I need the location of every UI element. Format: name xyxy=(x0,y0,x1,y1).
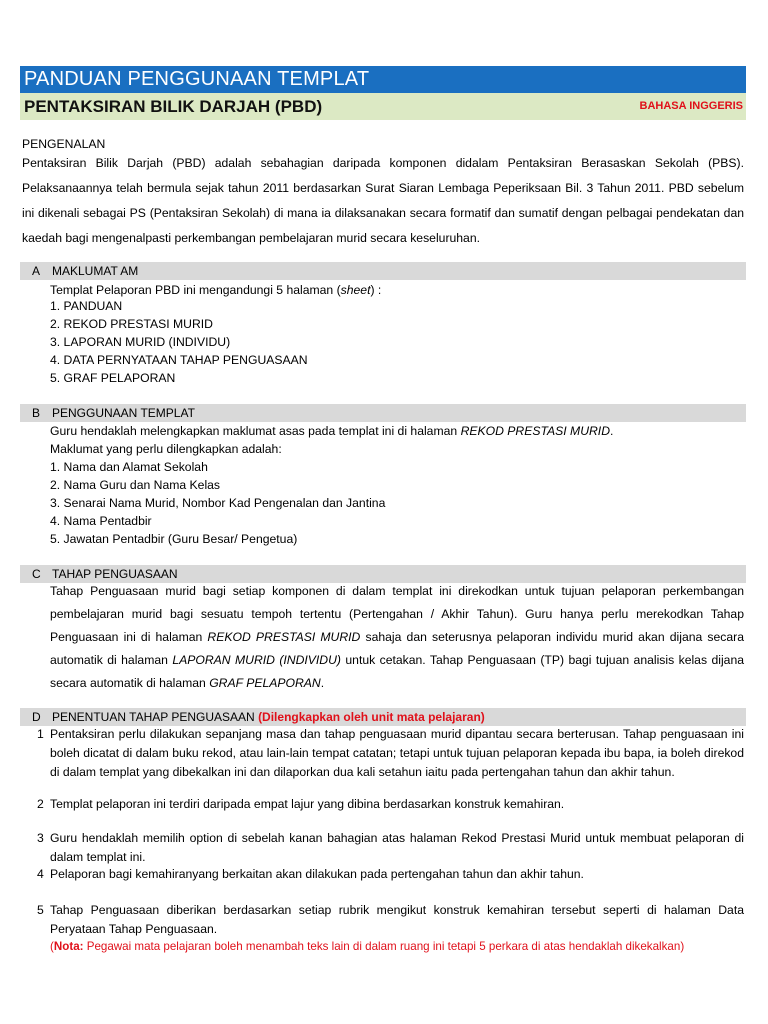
section-title: MAKLUMAT AM xyxy=(52,264,139,278)
list-item: 4. Nama Pentadbir xyxy=(50,514,152,528)
section-title: PENGGUNAAN TEMPLAT xyxy=(52,406,195,420)
intro-heading: PENGENALAN xyxy=(22,137,106,151)
section-a-header xyxy=(20,262,746,280)
list-item: 3. Senarai Nama Murid, Nombor Kad Pengenalan dan Jantina xyxy=(50,496,386,510)
list-item: Guru hendaklah memilih option di sebelah kanan bahagian atas halaman Rekod Prestasi Murid untuk membuat pelaporan di dalam templat ini. xyxy=(50,831,744,864)
item-number: 5 xyxy=(37,903,44,917)
list-item: 1. Nama dan Alamat Sekolah xyxy=(50,460,208,474)
body-emphasis: GRAF PELAPORAN xyxy=(209,676,321,690)
section-note: (Dilengkapkan oleh unit mata pelajaran) xyxy=(258,710,485,724)
note-close: ) xyxy=(680,940,685,953)
list-item: Tahap Penguasaan diberikan berdasarkan setiap rubrik mengikut konstruk kemahiran tersebut seperti di halaman Data Peryataan Tahap Penguasaan. xyxy=(50,903,744,936)
section-title-text: PENENTUAN TAHAP PENGUASAAN xyxy=(52,710,255,724)
language-tag: BAHASA INGGERIS xyxy=(639,100,743,112)
list-item: 3. LAPORAN MURID (INDIVIDU) xyxy=(50,335,231,349)
document-subtitle-bar xyxy=(20,93,746,120)
item-number: 2 xyxy=(37,797,44,811)
body-text: untuk cetakan. Tahap Penguasaan (TP) bagi tujuan analisis kelas dijana secara automatik di halaman xyxy=(50,653,745,690)
section-b-sub: Maklumat yang perlu dilengkapkan adalah: xyxy=(50,442,282,456)
list-item: Pelaporan bagi kemahiranyang berkaitan akan dilakukan pada pertengahan tahun dan akhir tahun. xyxy=(50,867,584,881)
item-number: 1 xyxy=(37,727,44,741)
section-b-lead xyxy=(50,422,613,440)
section-letter: B xyxy=(32,406,41,420)
lead-text: Guru hendaklah melengkapkan maklumat asas pada templat ini di halaman xyxy=(50,424,461,438)
note-open: ( xyxy=(50,940,54,953)
section-d-note xyxy=(50,937,744,956)
section-d-header xyxy=(20,708,746,726)
lead-text: Templat Pelaporan PBD ini mengandungi 5 halaman ( xyxy=(50,283,341,297)
list-item: 2. Nama Guru dan Nama Kelas xyxy=(50,478,221,492)
lead-text-end: ) : xyxy=(370,283,382,297)
body-emphasis: REKOD PRESTASI MURID xyxy=(207,630,361,644)
document-subtitle: PENTAKSIRAN BILIK DARJAH (PBD) xyxy=(24,97,323,116)
section-letter: D xyxy=(32,710,41,724)
list-item: Templat pelaporan ini terdiri daripada empat lajur yang dibina berdasarkan konstruk kemahiran. xyxy=(50,797,565,811)
section-c-body xyxy=(50,580,744,695)
body-emphasis: LAPORAN MURID (INDIVIDU) xyxy=(172,653,341,667)
item-number: 4 xyxy=(37,867,44,881)
lead-text-end: . xyxy=(610,424,614,438)
document-title: PANDUAN PENGGUNAAN TEMPLAT xyxy=(20,66,746,93)
body-text: Tahap Penguasaan murid bagi setiap komponen di dalam templat ini direkodkan untuk tujuan pelaporan perkembangan pembelajaran murid bagi sesuatu tempoh tertentu (Pertengahan / Akhir Tahun). Guru hanya perlu merekodkan Tahap Penguasaan ini di halaman xyxy=(50,584,744,644)
lead-emphasis: REKOD PRESTASI MURID xyxy=(460,424,610,438)
section-letter: C xyxy=(32,567,41,581)
body-text: . xyxy=(320,676,325,690)
note-text: Pegawai mata pelajaran boleh menambah teks lain di dalam ruang ini tetapi 5 perkara di atas hendaklah dikekalkan xyxy=(83,940,681,953)
section-b-header xyxy=(20,404,746,422)
list-item: Pentaksiran perlu dilakukan sepanjang masa dan tahap penguasaan murid dipantau secara berterusan. Tahap penguasaan ini boleh dicatat di dalam buku rekod, atau lain-lain tempat catatan; tetapi untuk tujuan pelaporan kepada ibu bapa, ia boleh direkod di dalam templat yang dibekalkan ini dan dilaporkan dua kali setahun iaitu pada pertengahan tahun dan akhir tahun. xyxy=(50,727,744,779)
body-text: sahaja dan seterusnya pelaporan individu murid akan dijana secara automatik di halaman xyxy=(50,630,744,667)
note-label: Nota: xyxy=(53,940,84,953)
section-letter: A xyxy=(32,264,41,278)
item-number: 3 xyxy=(37,831,44,845)
section-title: TAHAP PENGUASAAN xyxy=(52,567,178,581)
list-item: 5. GRAF PELAPORAN xyxy=(50,371,176,385)
list-item: 1. PANDUAN xyxy=(50,299,123,313)
list-item: 5. Jawatan Pentadbir (Guru Besar/ Pengetua) xyxy=(50,532,298,546)
list-item: 4. DATA PERNYATAAN TAHAP PENGUASAAN xyxy=(50,353,308,367)
list-item: 2. REKOD PRESTASI MURID xyxy=(50,317,213,331)
intro-body: Pentaksiran Bilik Darjah (PBD) adalah sebahagian daripada komponen didalam Pentaksiran Berasaskan Sekolah (PBS). Pelaksanaannya telah bermula sejak tahun 2011 berdasarkan Surat Siaran Lembaga Peperiksaan Bil. 3 Tahun 2011. PBD sebelum ini dikenali sebagai PS (Pentaksiran Sekolah) di mana ia dilaksanakan secara formatif dan sumatif dengan pelbagai pendekatan dan kaedah bagi mengenalpasti perkembangan pembelajaran murid secara keseluruhan. xyxy=(22,156,744,245)
lead-emphasis: sheet xyxy=(340,283,371,297)
section-title xyxy=(52,708,485,726)
